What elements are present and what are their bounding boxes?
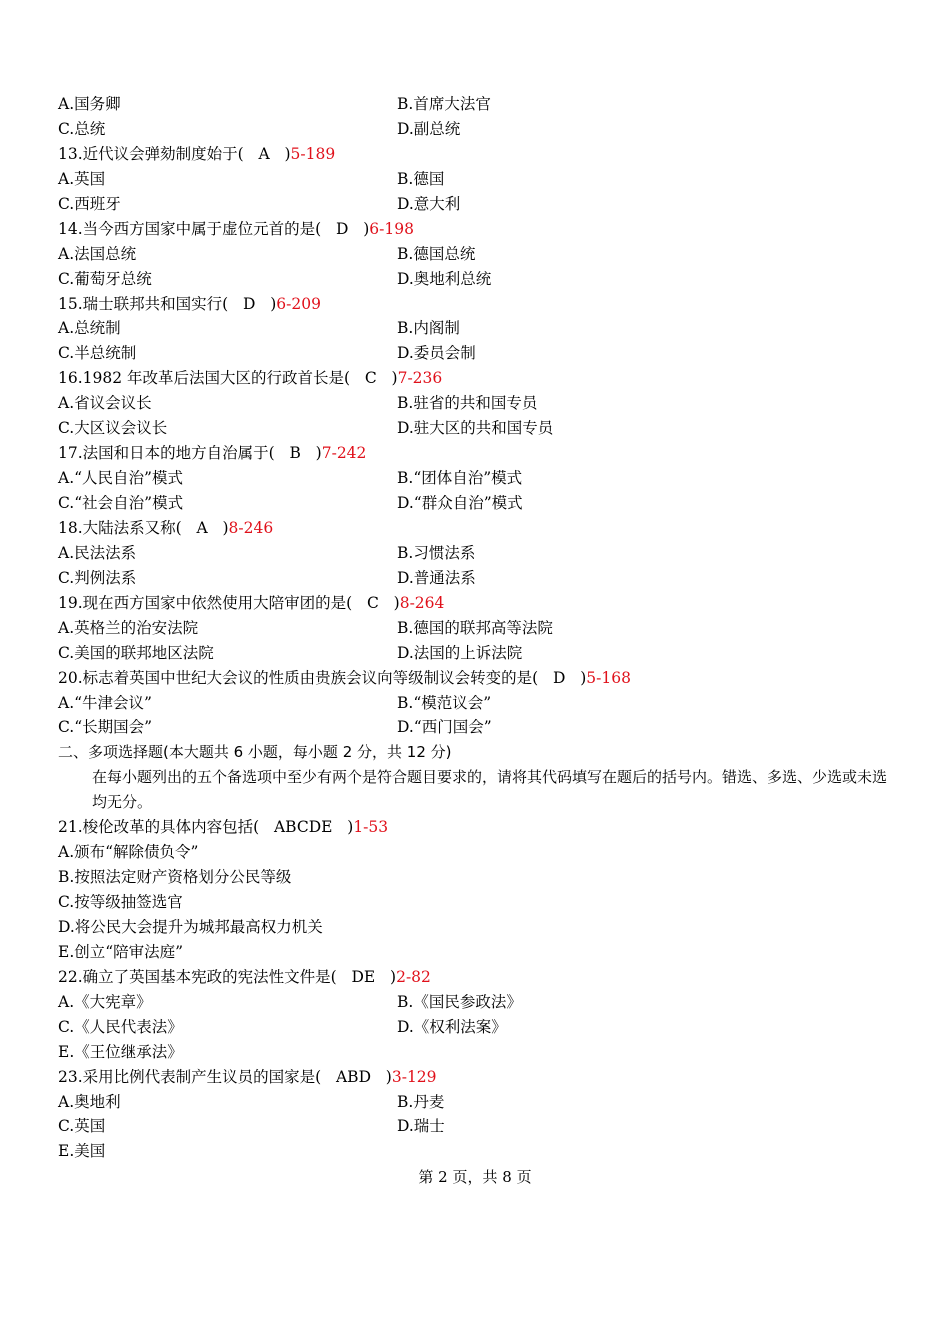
option-line [58, 1139, 898, 1164]
question-close-paren: ) [270, 294, 277, 313]
exam-page [58, 92, 898, 1164]
question-line [58, 815, 898, 840]
section-instruction: 在每小题列出的五个备选项中至少有两个是符合题目要求的，请将其代码填写在题后的括号内。错选、多选、少选或未选均无分。 [92, 768, 888, 812]
question-text: 13.近代议会弹劾制度始于( [58, 144, 244, 163]
question-text: 19.现在西方国家中依然使用大陪审团的是( [58, 593, 353, 612]
option-left: C.总统 [58, 119, 106, 138]
question-text: 17.法国和日本的地方自治属于( [58, 444, 275, 463]
answer-key: DE [351, 967, 376, 986]
question-close-paren: ) [385, 1067, 392, 1086]
question-text: 20.标志着英国中世纪大会议的性质由贵族会议向等级制议会转变的是( [58, 668, 539, 687]
option-line [58, 1040, 898, 1065]
option-left: A.法国总统 [58, 244, 137, 263]
page-reference: 1-53 [353, 818, 389, 837]
question-close-paren: ) [393, 593, 400, 612]
page-reference: 2-82 [396, 967, 431, 986]
option-right: B.德国总统 [397, 244, 476, 263]
option-right: B.“模范议会” [397, 693, 492, 712]
answer-key: C [366, 593, 379, 612]
option-right: B.习惯法系 [397, 543, 476, 562]
option-pair-line [58, 691, 898, 716]
question-text: 21.梭伦改革的具体内容包括( [58, 818, 260, 837]
answer-key: ABCDE [273, 818, 333, 837]
option-left: A.奥地利 [58, 1092, 121, 1111]
option-right: B.德国 [397, 169, 445, 188]
option-right: B.《国民参政法》 [397, 992, 522, 1011]
option-pair-line [58, 92, 898, 117]
option-pair-line [58, 1114, 898, 1139]
question-line [58, 142, 898, 167]
option-text: B.按照法定财产资格划分公民等级 [58, 868, 292, 887]
option-pair-line [58, 167, 898, 192]
option-left: A.省议会议长 [58, 394, 152, 413]
option-pair-line [58, 267, 898, 292]
question-close-paren: ) [284, 144, 291, 163]
question-close-paren: ) [390, 967, 397, 986]
option-left: A.《大宪章》 [58, 992, 152, 1011]
option-right: D.《权利法案》 [397, 1017, 507, 1036]
question-text: 18.大陆法系又称( [58, 518, 182, 537]
question-line [58, 441, 898, 466]
question-text: 16.1982 年改革后法国大区的行政首长是( [58, 369, 351, 388]
option-pair-line [58, 416, 898, 441]
option-pair-line [58, 541, 898, 566]
option-pair-line [58, 117, 898, 142]
option-left: A.英国 [58, 169, 106, 188]
option-left: C.葡萄牙总统 [58, 269, 152, 288]
option-text: E.创立“陪审法庭” [58, 942, 184, 961]
page-reference: 3-129 [391, 1067, 437, 1086]
option-line [58, 890, 898, 915]
option-left: A.民法法系 [58, 543, 137, 562]
answer-key: ABD [335, 1067, 371, 1086]
option-text: C.按等级抽签选官 [58, 893, 183, 912]
question-line [58, 217, 898, 242]
option-line [58, 840, 898, 865]
option-left: A.英格兰的治安法院 [58, 618, 199, 637]
option-right: B.内阁制 [397, 319, 460, 338]
option-right: D.“群众自治”模式 [397, 494, 523, 512]
option-left: A.“人民自治”模式 [58, 469, 183, 488]
option-pair-line [58, 341, 898, 366]
option-pair-line [58, 192, 898, 217]
page-reference: 8-264 [399, 593, 445, 612]
option-pair-line [58, 1090, 898, 1115]
option-right: D.意大利 [397, 194, 461, 213]
option-left: C.美国的联邦地区法院 [58, 643, 214, 662]
option-right: B.丹麦 [397, 1092, 445, 1111]
question-text: 14.当今西方国家中属于虚位元首的是( [58, 219, 322, 238]
option-left: C.《人民代表法》 [58, 1017, 183, 1036]
multiple-choice-block [58, 815, 898, 1164]
option-text: E.美国 [58, 1142, 106, 1161]
option-right: D.法国的上诉法院 [397, 643, 523, 662]
question-line [58, 1065, 898, 1090]
question-text: 23.采用比例代表制产生议员的国家是( [58, 1067, 322, 1086]
option-right: D.驻大区的共和国专员 [397, 419, 554, 438]
option-pair-line [58, 491, 898, 516]
option-left: C.半总统制 [58, 344, 137, 363]
option-right: D.瑞士 [397, 1117, 445, 1136]
page-reference: 7-236 [397, 369, 443, 388]
question-close-paren: ) [580, 668, 587, 687]
question-close-paren: ) [315, 444, 322, 463]
question-text: 22.确立了英国基本宪政的宪法性文件是( [58, 967, 337, 986]
answer-key: A [258, 144, 270, 163]
option-right: D.“西门国会” [397, 718, 492, 737]
question-line [58, 965, 898, 990]
option-pair-line [58, 566, 898, 591]
answer-key: D [242, 294, 256, 313]
option-left: A.总统制 [58, 319, 121, 338]
question-line [58, 516, 898, 541]
option-line [58, 865, 898, 890]
option-pair-line [58, 242, 898, 267]
question-line [58, 366, 898, 391]
page-footer: 第 2 页，共 8 页 [418, 1168, 532, 1186]
question-close-paren: ) [391, 369, 398, 388]
question-close-paren: ) [222, 518, 229, 537]
option-pair-line [58, 316, 898, 341]
option-text: A.颁布“解除债负令” [58, 843, 199, 862]
option-right: B.首席大法官 [397, 95, 491, 113]
question-close-paren: ) [363, 219, 370, 238]
page-reference: 8-246 [228, 518, 274, 537]
option-right: D.委员会制 [397, 344, 476, 363]
question-line [58, 666, 898, 691]
option-pair-line [58, 616, 898, 641]
question-line [58, 292, 898, 317]
question-line [58, 591, 898, 616]
option-pair-line [58, 641, 898, 666]
option-pair-line [58, 391, 898, 416]
option-line [58, 915, 898, 940]
option-left: A.“牛津会议” [58, 693, 152, 712]
option-right: D.奥地利总统 [397, 269, 492, 288]
option-right: B.驻省的共和国专员 [397, 394, 538, 413]
option-left: C.西班牙 [58, 194, 121, 213]
answer-key: B [289, 444, 301, 463]
page-reference: 5-189 [290, 144, 336, 163]
single-choice-block [58, 92, 898, 740]
page-reference: 6-198 [369, 219, 414, 238]
option-right: B.“团体自治”模式 [397, 469, 523, 488]
question-text: 15.瑞士联邦共和国实行( [58, 294, 229, 313]
option-text: E.《王位继承法》 [58, 1042, 183, 1061]
section-title: 二、多项选择题(本大题共 6 小题，每小题 2 分，共 12 分) [58, 743, 452, 762]
option-pair-line [58, 990, 898, 1015]
page-reference: 7-242 [321, 444, 367, 463]
answer-key: D [552, 668, 566, 687]
option-pair-line [58, 715, 898, 740]
option-left: C.大区议会议长 [58, 419, 168, 438]
option-left: C.“长期国会” [58, 718, 153, 737]
option-left: A.国务卿 [58, 95, 121, 113]
option-left: C.“社会自治”模式 [58, 494, 184, 512]
page-reference: 5-168 [586, 668, 631, 687]
option-left: C.判例法系 [58, 568, 137, 587]
page-reference: 6-209 [276, 294, 321, 313]
option-left: C.英国 [58, 1117, 106, 1136]
option-line [58, 940, 898, 965]
option-right: B.德国的联邦高等法院 [397, 618, 553, 637]
question-close-paren: ) [347, 818, 354, 837]
option-pair-line [58, 1015, 898, 1040]
option-text: D.将公民大会提升为城邦最高权力机关 [58, 917, 323, 936]
answer-key: C [364, 369, 377, 388]
option-right: D.普通法系 [397, 568, 476, 587]
answer-key: A [196, 518, 208, 537]
option-pair-line [58, 466, 898, 491]
option-right: D.副总统 [397, 119, 461, 138]
answer-key: D [335, 219, 349, 238]
